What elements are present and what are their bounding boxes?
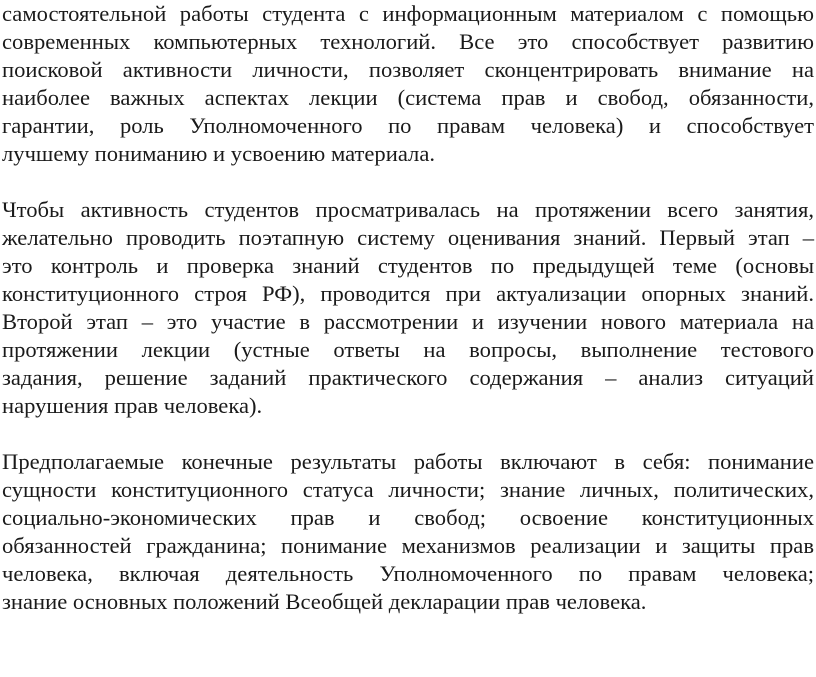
text-line: нарушения прав человека). [2, 393, 263, 418]
text-line: социально-экономических прав и свобод; освоение конституционных [2, 505, 814, 530]
text-line: самостоятельной работы студента с информационным материалом с помощью [2, 1, 814, 26]
text-line: Второй этап – это участие в рассмотрении и изучении нового материала на [2, 309, 814, 334]
text-line: лучшему пониманию и усвоению материала. [2, 141, 435, 166]
text-line: современных компьютерных технологий. Все это способствует развитию [2, 29, 814, 54]
text-line: конституционного строя РФ), проводится при актуализации опорных знаний. [2, 281, 814, 306]
text-line: наиболее важных аспектах лекции (система прав и свобод, обязанности, [2, 85, 814, 110]
text-line: это контроль и проверка знаний студентов по предыдущей теме (основы [2, 253, 814, 278]
text-line: поисковой активности личности, позволяет сконцентрировать внимание на [2, 57, 814, 82]
text-line: задания, решение заданий практического содержания – анализ ситуаций [2, 365, 814, 390]
text-line: протяжении лекции (устные ответы на вопросы, выполнение тестового [2, 337, 814, 362]
text-line: гарантии, роль Уполномоченного по правам человека) и способствует [2, 113, 814, 138]
paragraph-1 [2, 0, 814, 168]
paragraph-3 [2, 448, 814, 616]
text-line: знание основных положений Всеобщей декларации прав человека. [2, 589, 647, 614]
document-page [2, 0, 814, 616]
text-line: человека, включая деятельность Уполномоченного по правам человека; [2, 561, 814, 586]
text-line: Предполагаемые конечные результаты работы включают в себя: понимание [2, 449, 814, 474]
paragraph-2 [2, 196, 814, 420]
text-line: сущности конституционного статуса личности; знание личных, политических, [2, 477, 814, 502]
text-line: обязанностей гражданина; понимание механизмов реализации и защиты прав [2, 533, 814, 558]
text-line: желательно проводить поэтапную систему оценивания знаний. Первый этап – [2, 225, 814, 250]
text-line: Чтобы активность студентов просматривалась на протяжении всего занятия, [2, 197, 814, 222]
